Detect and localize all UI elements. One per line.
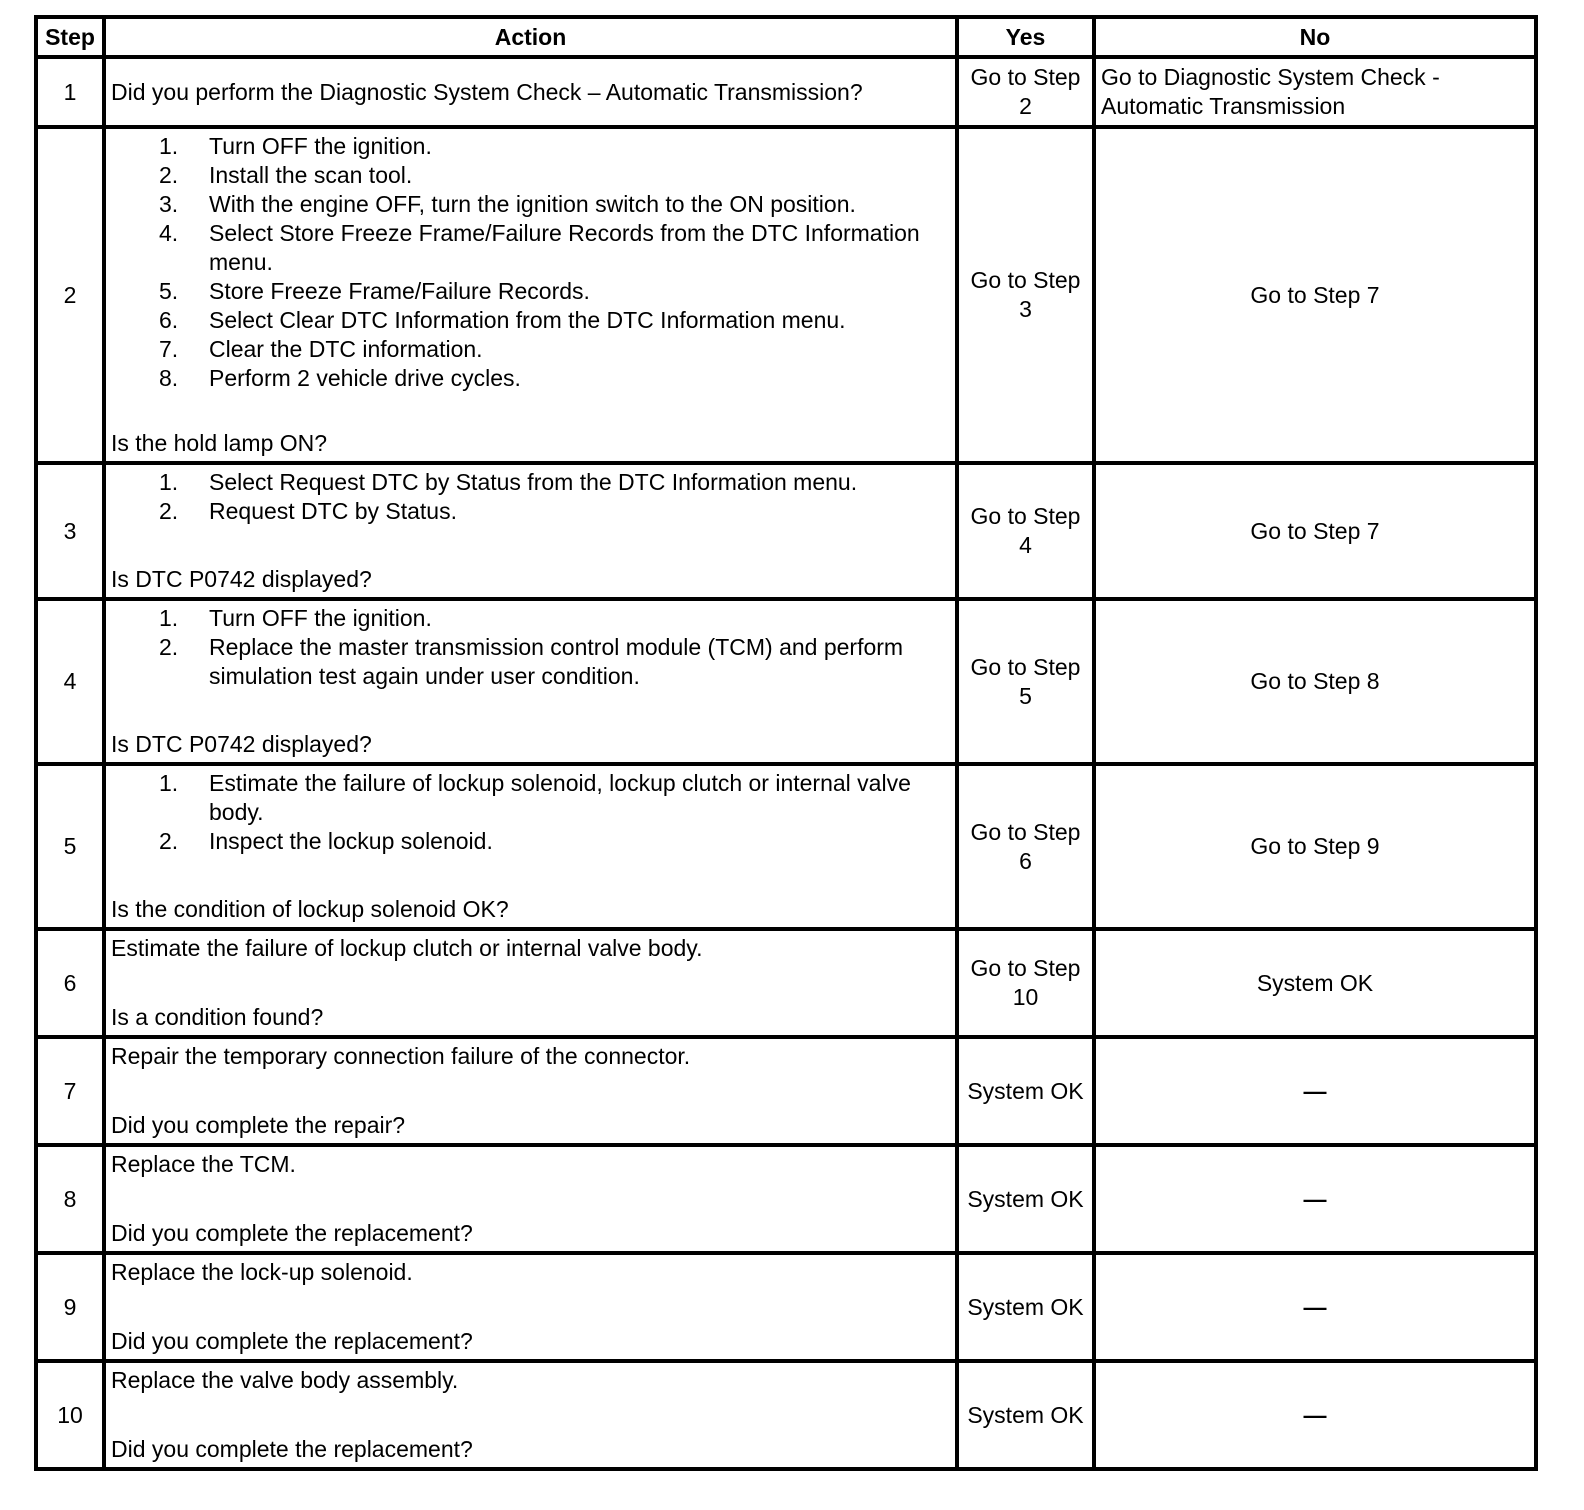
question-text: Did you complete the replacement? <box>111 1220 473 1246</box>
yes-cell: System OK <box>957 1037 1094 1145</box>
step-number: 4 <box>36 599 104 764</box>
no-cell <box>1094 1361 1536 1469</box>
list-item: 1. Turn OFF the ignition. <box>159 605 432 631</box>
table-row <box>36 929 1536 1037</box>
step-number: 6 <box>36 929 104 1037</box>
question-text: Is the hold lamp ON? <box>111 430 328 456</box>
list-item: 2. Install the scan tool. <box>159 162 413 188</box>
no-cell <box>1094 1037 1536 1145</box>
question-text: Did you complete the replacement? <box>111 1436 473 1462</box>
question-text: Did you complete the replacement? <box>111 1328 473 1354</box>
action-cell <box>104 599 957 764</box>
action-cell <box>104 1253 957 1361</box>
list-item: 2. Request DTC by Status. <box>159 498 457 524</box>
table-row <box>36 127 1536 463</box>
action-cell <box>104 463 957 599</box>
list-item: 7. Clear the DTC information. <box>159 336 483 362</box>
no-cell: System OK <box>1094 929 1536 1037</box>
list-item: 1. Estimate the failure of lockup solenoid, lockup clutch or internal valve body. <box>159 770 911 825</box>
list-item: 1. Turn OFF the ignition. <box>159 133 432 159</box>
step-number: 8 <box>36 1145 104 1253</box>
diagnostic-table <box>34 15 1538 1471</box>
question-text: Did you complete the repair? <box>111 1112 406 1138</box>
action-text: Repair the temporary connection failure of the connector. <box>111 1043 691 1069</box>
list-item: 2. Inspect the lockup solenoid. <box>159 828 493 854</box>
dash-mark: — <box>1303 1185 1327 1212</box>
question-text: Is a condition found? <box>111 1004 324 1030</box>
no-cell: Go to Step 8 <box>1094 599 1536 764</box>
yes-cell: System OK <box>957 1253 1094 1361</box>
yes-cell: Go to Step 5 <box>957 599 1094 764</box>
table-row <box>36 1253 1536 1361</box>
question-text: Is DTC P0742 displayed? <box>111 566 372 592</box>
table-row <box>36 57 1536 127</box>
question-text: Is the condition of lockup solenoid OK? <box>111 896 509 922</box>
yes-cell: Go to Step 4 <box>957 463 1094 599</box>
list-item: 5. Store Freeze Frame/Failure Records. <box>159 278 590 304</box>
step-number: 1 <box>36 57 104 127</box>
substep-list <box>111 132 950 393</box>
dash-mark: — <box>1303 1401 1327 1428</box>
table-row <box>36 1037 1536 1145</box>
action-cell <box>104 1145 957 1253</box>
list-item: 3. With the engine OFF, turn the ignition switch to the ON position. <box>159 191 856 217</box>
action-cell <box>104 929 957 1037</box>
table-row <box>36 599 1536 764</box>
header-yes: Yes <box>957 17 1094 57</box>
action-cell <box>104 127 957 463</box>
action-text: Replace the TCM. <box>111 1151 296 1177</box>
substep-list <box>111 468 950 526</box>
question-text: Is DTC P0742 displayed? <box>111 731 372 757</box>
list-item: 2. Replace the master transmission control module (TCM) and perform simulation test again under user condition. <box>159 634 904 689</box>
step-number: 7 <box>36 1037 104 1145</box>
substep-list <box>111 604 950 691</box>
header-step: Step <box>36 17 104 57</box>
list-item: 1. Select Request DTC by Status from the DTC Information menu. <box>159 469 858 495</box>
step-number: 5 <box>36 764 104 929</box>
action-text: Estimate the failure of lockup clutch or internal valve body. <box>111 935 703 961</box>
yes-cell: System OK <box>957 1145 1094 1253</box>
list-item: 8. Perform 2 vehicle drive cycles. <box>159 365 521 391</box>
step-number: 2 <box>36 127 104 463</box>
action-text: Replace the lock-up solenoid. <box>111 1259 413 1285</box>
table-row <box>36 1145 1536 1253</box>
no-cell: Go to Diagnostic System Check - Automatic Transmission <box>1094 57 1536 127</box>
no-cell: Go to Step 9 <box>1094 764 1536 929</box>
action-cell <box>104 764 957 929</box>
action-cell <box>104 1037 957 1145</box>
table-row <box>36 1361 1536 1469</box>
yes-cell: Go to Step 2 <box>957 57 1094 127</box>
step-number: 9 <box>36 1253 104 1361</box>
dash-mark: — <box>1303 1077 1327 1104</box>
action-cell <box>104 1361 957 1469</box>
yes-cell: Go to Step 6 <box>957 764 1094 929</box>
action-text: Did you perform the Diagnostic System Check – Automatic Transmission? <box>111 78 863 105</box>
step-number: 3 <box>36 463 104 599</box>
table-row <box>36 463 1536 599</box>
list-item: 4. Select Store Freeze Frame/Failure Records from the DTC Information menu. <box>159 220 920 275</box>
table-row <box>36 764 1536 929</box>
header-action: Action <box>104 17 957 57</box>
table-header-row <box>36 17 1536 57</box>
yes-cell: Go to Step 10 <box>957 929 1094 1037</box>
no-cell <box>1094 1145 1536 1253</box>
yes-cell: System OK <box>957 1361 1094 1469</box>
no-cell: Go to Step 7 <box>1094 463 1536 599</box>
no-cell <box>1094 1253 1536 1361</box>
action-cell <box>104 57 957 127</box>
yes-cell: Go to Step 3 <box>957 127 1094 463</box>
list-item: 6. Select Clear DTC Information from the DTC Information menu. <box>159 307 846 333</box>
step-number: 10 <box>36 1361 104 1469</box>
substep-list <box>111 769 950 856</box>
dash-mark: — <box>1303 1293 1327 1320</box>
header-no: No <box>1094 17 1536 57</box>
no-cell: Go to Step 7 <box>1094 127 1536 463</box>
action-text: Replace the valve body assembly. <box>111 1367 459 1393</box>
